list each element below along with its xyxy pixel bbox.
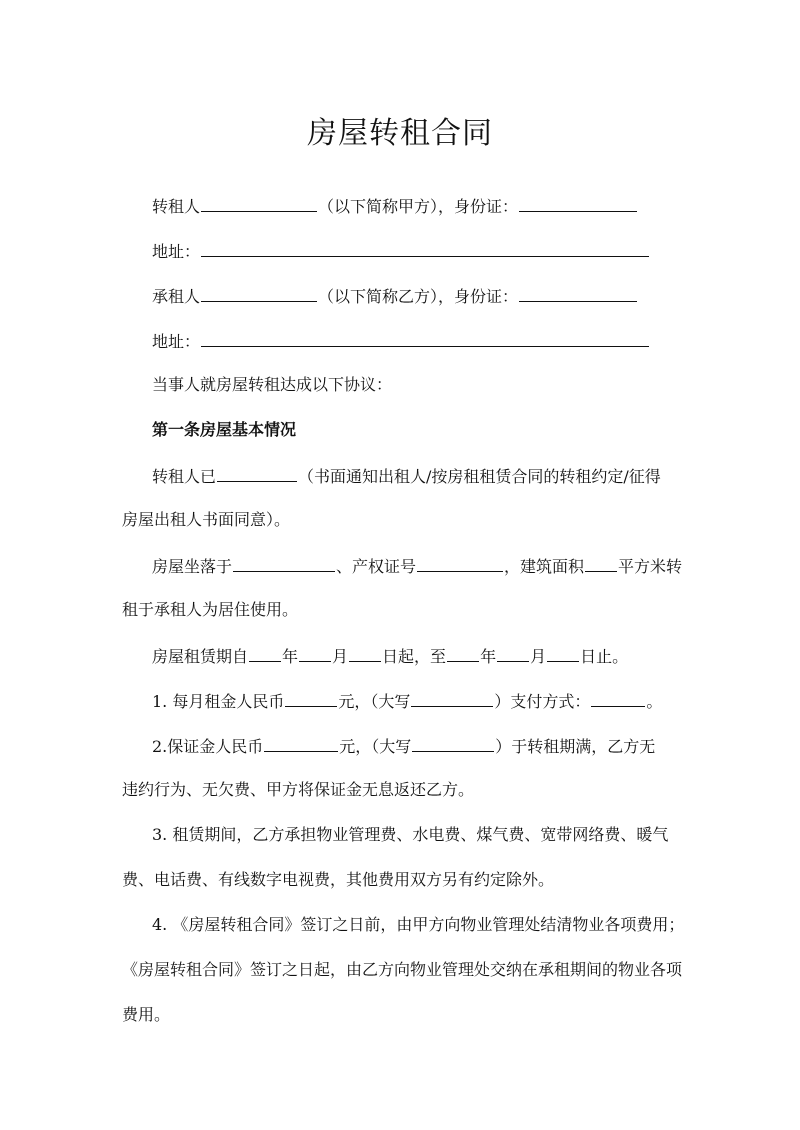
item-4-line3: 费用。 — [122, 1005, 171, 1024]
item-1-end: 。 — [646, 692, 663, 711]
end-day-label: 日止。 — [580, 647, 629, 666]
party-b-label: 承租人 — [152, 287, 201, 306]
location-blank[interactable] — [233, 553, 335, 572]
item-2-line2: 违约行为、无欠费、甲方将保证金无息返还乙方。 — [122, 780, 475, 799]
item-3-line2: 费、电话费、有线数字电视费，其他费用双方另有约定除外。 — [122, 870, 555, 889]
item-3-line1: 3. 租赁期间，乙方承担物业管理费、水电费、煤气费、宽带网络费、暖气 — [152, 825, 669, 844]
party-a-address-label: 地址： — [152, 242, 201, 261]
start-month-label: 月 — [332, 647, 349, 666]
deposit-words-label: 元，（大写 — [339, 737, 412, 756]
start-month-blank[interactable] — [299, 643, 331, 662]
party-a-line — [152, 193, 638, 219]
item-4-line2: 《房屋转租合同》签订之日起，由乙方向物业管理处交纳在承租期间的物业各项 — [122, 960, 683, 979]
party-b-address-label: 地址： — [152, 332, 201, 351]
lease-term-label: 房屋租赁期自 — [152, 647, 249, 666]
end-day-blank[interactable] — [547, 643, 579, 662]
deposit-return-label: ）于转租期满，乙方无 — [495, 737, 656, 756]
deposit-amount-blank[interactable] — [264, 733, 338, 752]
party-a-name-blank[interactable] — [201, 193, 317, 212]
party-a-id-blank[interactable] — [519, 193, 637, 212]
end-year-label: 年 — [480, 647, 497, 666]
rent-amount-blank[interactable] — [285, 688, 337, 707]
party-b-line — [152, 283, 638, 309]
article-1-p1-line1 — [152, 463, 661, 489]
item-1-line — [152, 688, 662, 714]
deed-number-blank[interactable] — [417, 553, 503, 572]
rent-words-blank[interactable] — [411, 688, 493, 707]
page-title: 房屋转租合同 — [307, 116, 493, 151]
start-year-blank[interactable] — [249, 643, 281, 662]
intro-text: 当事人就房屋转租达成以下协议： — [152, 375, 393, 394]
end-year-blank[interactable] — [447, 643, 479, 662]
end-month-blank[interactable] — [497, 643, 529, 662]
start-day-label: 日起，至 — [382, 647, 447, 666]
notice-blank[interactable] — [217, 463, 297, 482]
end-month-label: 月 — [530, 647, 547, 666]
article-1-heading: 第一条房屋基本情况 — [152, 420, 297, 439]
party-a-note: （以下简称甲方），身份证： — [318, 197, 519, 216]
party-b-address-blank[interactable] — [201, 328, 649, 347]
deposit-label: 2.保证金人民币 — [152, 737, 264, 756]
payment-method-label: ）支付方式： — [494, 692, 591, 711]
area-unit-label: 平方米转 — [618, 557, 683, 576]
party-a-label: 转租人 — [152, 197, 201, 216]
article-1-p1-text-a: 转租人已 — [152, 467, 217, 486]
item-2-line1 — [152, 733, 655, 759]
area-label: ，建筑面积 — [504, 557, 585, 576]
party-b-note: （以下简称乙方），身份证： — [318, 287, 519, 306]
rent-words-label: 元，（大写 — [338, 692, 411, 711]
article-1-p1-line2: 房屋出租人书面同意）。 — [122, 510, 291, 529]
start-day-blank[interactable] — [349, 643, 381, 662]
deed-number-label: 、产权证号 — [336, 557, 417, 576]
payment-method-blank[interactable] — [591, 688, 645, 707]
start-year-label: 年 — [282, 647, 299, 666]
rent-label: 1. 每月租金人民币 — [152, 692, 285, 711]
party-b-address-line — [152, 328, 650, 354]
item-4-line1: 4. 《房屋转租合同》签订之日前，由甲方向物业管理处结清物业各项费用； — [152, 915, 685, 934]
article-1-p2-line2: 租于承租人为居住使用。 — [122, 600, 299, 619]
area-blank[interactable] — [585, 553, 617, 572]
location-label: 房屋坐落于 — [152, 557, 233, 576]
party-b-name-blank[interactable] — [201, 283, 317, 302]
party-a-address-blank[interactable] — [201, 238, 649, 257]
party-b-id-blank[interactable] — [519, 283, 637, 302]
party-a-address-line — [152, 238, 650, 264]
lease-term-line — [152, 643, 628, 669]
deposit-words-blank[interactable] — [412, 733, 494, 752]
article-1-p1-text-b: （书面通知出租人/按房租租赁合同的转租约定/征得 — [298, 467, 661, 486]
article-1-p2-line1 — [152, 553, 682, 579]
